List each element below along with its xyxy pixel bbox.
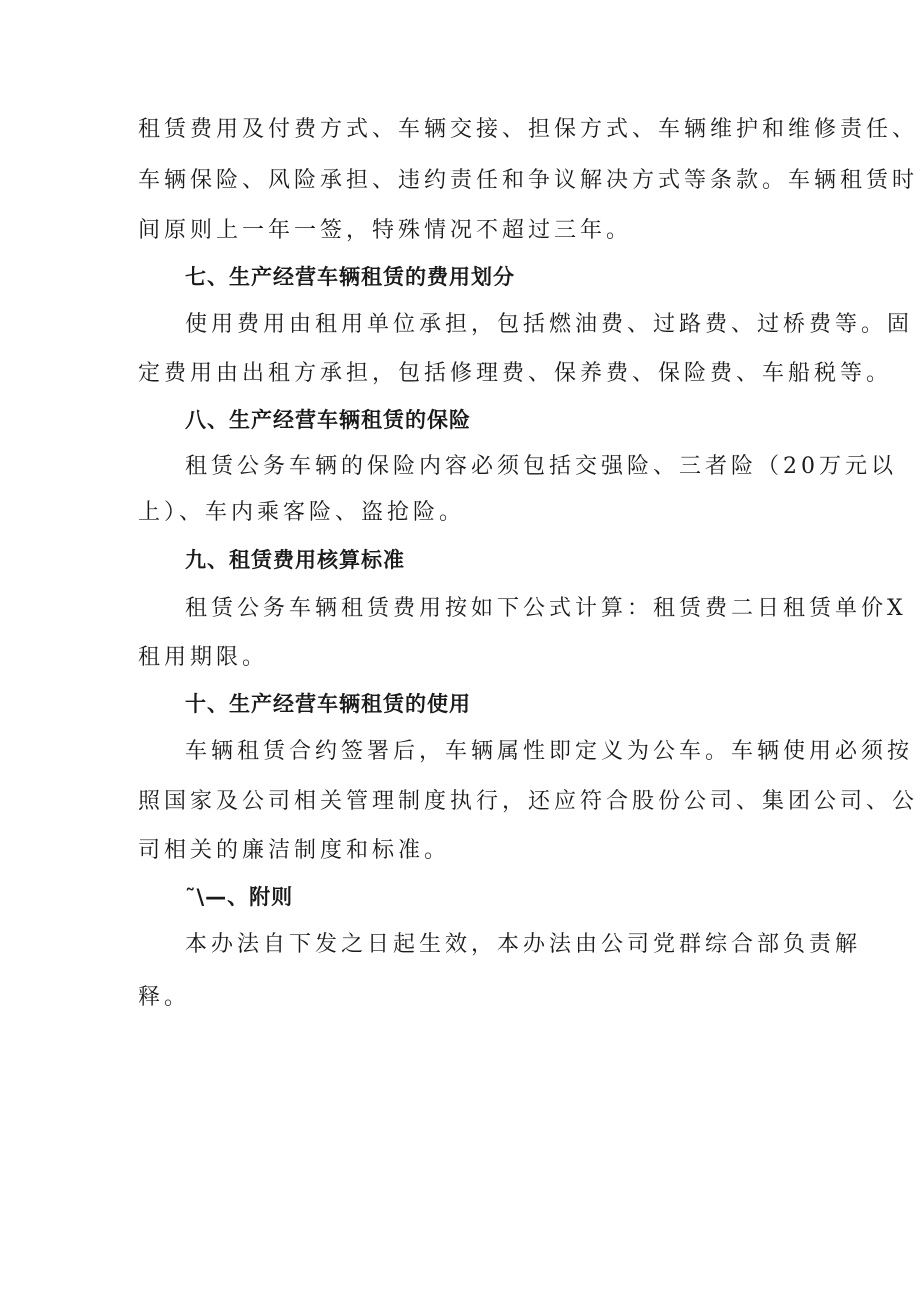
section-heading-8: 八、生产经营车辆租赁的保险 bbox=[185, 408, 471, 432]
paragraph-line: 间原则上一年一签，特殊情况不超过三年。 bbox=[138, 218, 633, 243]
paragraph-line: 释。 bbox=[138, 985, 191, 1010]
section-heading-11: ˜\—、附则 bbox=[185, 885, 294, 909]
section-heading-10: 十、生产经营车辆租赁的使用 bbox=[185, 692, 471, 716]
section-heading-9: 九、租赁费用核算标准 bbox=[185, 548, 405, 572]
paragraph-line: 使用费用由租用单位承担，包括燃油费、过路费、过桥费等。固 bbox=[185, 312, 914, 337]
paragraph-line: 本办法自下发之日起生效，本办法由公司党群综合部负责解 bbox=[185, 932, 862, 957]
paragraph-line: 租赁公务车辆租赁费用按如下公式计算：租赁费二日租赁单价X bbox=[185, 596, 907, 621]
paragraph-line: 租赁费用及付费方式、车辆交接、担保方式、车辆维护和维修责任、 bbox=[138, 117, 919, 142]
paragraph-line: 上）、车内乘客险、盗抢险。 bbox=[138, 500, 466, 525]
paragraph-line: 租赁公务车辆的保险内容必须包括交强险、三者险（20万元以 bbox=[185, 454, 897, 479]
paragraph-line: 租用期限。 bbox=[138, 645, 269, 670]
paragraph-line: 定费用由出租方承担，包括修理费、保养费、保险费、车船税等。 bbox=[138, 361, 893, 386]
paragraph-line: 照国家及公司相关管理制度执行，还应符合股份公司、集团公司、公 bbox=[138, 789, 919, 814]
paragraph-line: 车辆租赁合约签署后，车辆属性即定义为公车。车辆使用必须按 bbox=[185, 739, 914, 764]
paragraph-line: 车辆保险、风险承担、违约责任和争议解决方式等条款。车辆租赁时 bbox=[138, 168, 919, 193]
paragraph-line: 司相关的廉洁制度和标准。 bbox=[138, 838, 451, 863]
section-heading-7: 七、生产经营车辆租赁的费用划分 bbox=[185, 265, 515, 289]
